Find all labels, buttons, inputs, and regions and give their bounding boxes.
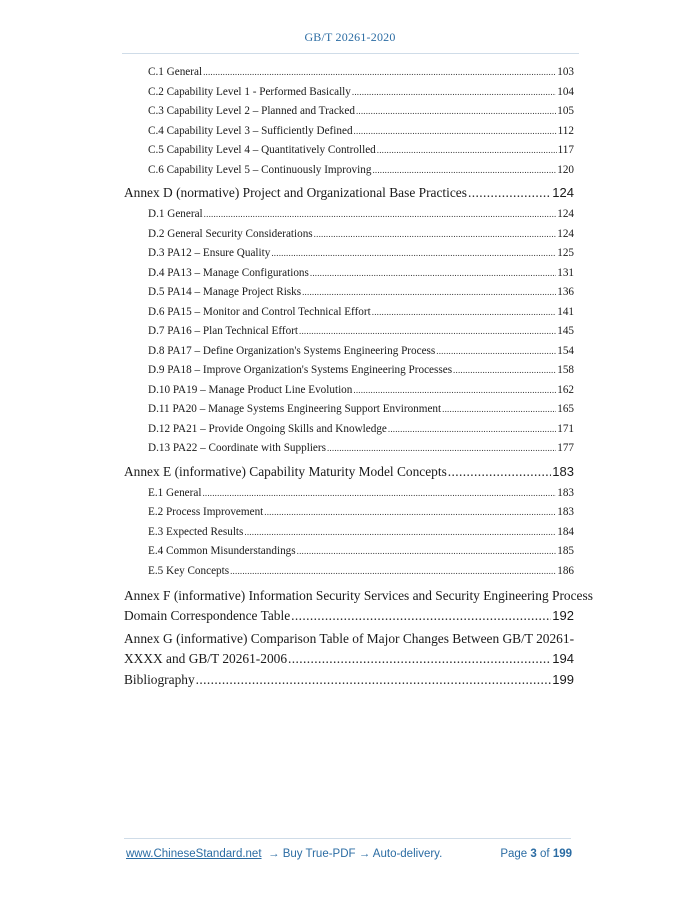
toc-entry-section[interactable] (124, 442, 574, 462)
dot-leader (388, 424, 556, 434)
toc-entry-title: D.11 PA20 – Manage Systems Engineering Support Environment (148, 403, 442, 415)
toc-entry-section[interactable] (124, 164, 574, 184)
toc-entry-page: 192 (552, 608, 574, 623)
toc-entry-page: 154 (557, 344, 574, 357)
toc-entry-title: C.6 Capability Level 5 – Continuously Improving (148, 163, 372, 176)
dot-leader (302, 287, 556, 297)
toc-entry-title: D.3 PA12 – Ensure Quality (148, 247, 271, 259)
toc-entry-annex[interactable] (124, 629, 574, 669)
toc-entry-page: 194 (552, 651, 574, 666)
dot-leader (204, 209, 557, 219)
toc-entry-section[interactable] (124, 286, 574, 306)
toc-entry-title: D.12 PA21 – Provide Ongoing Skills and Knowledge (148, 422, 387, 435)
toc-entry-section[interactable] (124, 267, 574, 287)
toc-entry-title: D.10 PA19 – Manage Product Line Evolution (148, 383, 353, 396)
toc-entry-page: 112 (557, 124, 574, 137)
dot-leader (353, 385, 556, 395)
dot-leader (310, 268, 556, 278)
toc-entry-title: C.4 Capability Level 3 – Sufficiently Defined (148, 124, 353, 137)
dot-leader (196, 672, 552, 688)
toc-entry-page: 145 (557, 325, 574, 337)
dot-leader (291, 606, 551, 626)
toc-entry-page: 131 (557, 266, 574, 279)
toc-entry-section[interactable] (124, 66, 574, 86)
toc-entry-page: 124 (557, 208, 574, 220)
toc-entry-title-line1: Annex G (informative) Comparison Table of Major Changes Between GB/T 20261- (124, 631, 575, 646)
dot-leader (264, 507, 556, 517)
toc-entry-page: 120 (557, 163, 574, 176)
dot-leader (297, 546, 557, 556)
toc-entry-page: 104 (557, 85, 574, 98)
toc-entry-page: 124 (557, 227, 574, 240)
toc-entry-title: D.4 PA13 – Manage Configurations (148, 266, 309, 279)
header-divider (122, 53, 579, 54)
toc-entry-title: Annex E (informative) Capability Maturity Model Concepts (124, 463, 447, 479)
toc-entry-title: D.7 PA16 – Plan Technical Effort (148, 325, 299, 337)
toc-entry-page: 136 (557, 286, 574, 298)
dot-leader (468, 185, 551, 201)
dot-leader (377, 145, 557, 155)
toc-entry-page: 171 (557, 422, 574, 435)
toc-entry-title: D.8 PA17 – Define Organization's Systems Engineering Process (148, 344, 436, 357)
page-total: 199 (552, 848, 572, 860)
toc-entry-page: 184 (557, 525, 574, 538)
toc-entry-page: 183 (557, 486, 574, 499)
toc-entry-title-line1: Annex F (informative) Information Security Services and Security Engineering Process (124, 588, 593, 603)
dot-leader (299, 326, 556, 336)
dot-leader (442, 404, 556, 414)
page-footer (126, 848, 572, 864)
toc-entry-page: 177 (557, 442, 574, 454)
toc-entry-section[interactable] (124, 247, 574, 267)
toc-entry-title: D.9 PA18 – Improve Organization's Systems Engineering Processes (148, 364, 453, 376)
dot-leader (202, 488, 556, 498)
toc-entry-section[interactable] (124, 86, 574, 106)
page-current: 3 (530, 848, 537, 860)
toc-entry-section[interactable] (124, 208, 574, 228)
toc-entry-page: 103 (557, 66, 574, 78)
toc-entry-annex[interactable] (124, 586, 593, 626)
toc-entry-title: C.1 General (148, 66, 203, 78)
toc-entry-section[interactable] (124, 384, 574, 404)
page-of-label: of (540, 848, 550, 860)
toc-entry-section[interactable] (124, 487, 574, 507)
dot-leader (354, 126, 557, 136)
toc-entry-title: D.1 General (148, 208, 203, 220)
toc-entry-title: C.5 Capability Level 4 – Quantitatively Controlled (148, 144, 376, 156)
toc-entry-section[interactable] (124, 506, 574, 526)
toc-entry-title: D.5 PA14 – Manage Project Risks (148, 286, 302, 298)
toc-entry-title-line2: XXXX and GB/T 20261-2006 (124, 651, 288, 666)
dot-leader (288, 649, 551, 669)
toc-entry-page: 183 (552, 463, 574, 479)
dot-leader (436, 346, 556, 356)
toc-entry-section[interactable] (124, 565, 574, 585)
toc-entry-page: 117 (557, 144, 574, 156)
toc-entry-title: E.1 General (148, 486, 202, 499)
toc-entry-annex[interactable] (124, 185, 574, 205)
page-indicator (500, 848, 572, 860)
toc-entry-title: C.3 Capability Level 2 – Planned and Tracked (148, 105, 355, 117)
toc-entry-section[interactable] (124, 364, 574, 384)
toc-entry-title: E.3 Expected Results (148, 525, 244, 538)
table-of-contents (124, 66, 593, 695)
toc-entry-title: C.2 Capability Level 1 - Performed Basically (148, 85, 351, 98)
dot-leader (352, 87, 556, 97)
dot-leader (314, 229, 557, 239)
toc-entry-page: 199 (552, 672, 574, 687)
purchase-promo: → Buy True-PDF → Auto-delivery. (268, 848, 443, 860)
toc-entry-page: 186 (557, 564, 574, 577)
toc-entry-title: D.13 PA22 – Coordinate with Suppliers (148, 442, 326, 454)
footer-divider (124, 838, 571, 839)
toc-entry-section[interactable] (124, 526, 574, 546)
toc-entry-title: E.4 Common Misunderstandings (148, 545, 296, 557)
toc-entry-page: 141 (557, 305, 574, 318)
dot-leader (327, 443, 556, 453)
toc-entry-section[interactable] (124, 125, 574, 145)
toc-entry-section[interactable] (124, 144, 574, 164)
page-header: GB/T 20261-2020 (304, 30, 396, 44)
toc-entry-section[interactable] (124, 423, 574, 443)
toc-entry-section[interactable] (124, 345, 574, 365)
toc-entry-section[interactable] (124, 545, 574, 565)
toc-entry-annex[interactable] (124, 464, 574, 484)
toc-entry-title: D.6 PA15 – Monitor and Control Technical Effort (148, 305, 371, 318)
toc-entry-page: 125 (557, 247, 574, 259)
page-label: Page (500, 848, 528, 860)
toc-entry-page: 162 (557, 383, 574, 396)
toc-entry-title: E.5 Key Concepts (148, 564, 230, 577)
toc-entry-title: D.2 General Security Considerations (148, 227, 313, 240)
toc-entry-page: 183 (557, 506, 574, 518)
dot-leader (372, 165, 556, 175)
toc-entry-section[interactable] (124, 403, 574, 423)
dot-leader (230, 566, 556, 576)
toc-entry-section[interactable] (124, 228, 574, 248)
dot-leader (372, 307, 556, 317)
dot-leader (448, 464, 552, 480)
dot-leader (244, 527, 556, 537)
dot-leader (271, 248, 556, 258)
toc-entry-title: Annex D (normative) Project and Organizational Base Practices (124, 185, 467, 200)
toc-entry-title-line2: Domain Correspondence Table (124, 608, 291, 623)
site-link[interactable]: www.ChineseStandard.net (126, 848, 262, 860)
toc-entry-title: Bibliography (124, 672, 195, 687)
dot-leader (453, 365, 556, 375)
toc-entry-title: E.2 Process Improvement (148, 506, 264, 518)
toc-entry-page: 165 (557, 403, 574, 415)
toc-entry-page: 124 (552, 185, 574, 200)
toc-entry-section[interactable] (124, 325, 574, 345)
toc-entry-annex[interactable] (124, 672, 574, 692)
toc-entry-page: 105 (557, 105, 574, 117)
toc-entry-page: 158 (557, 364, 574, 376)
toc-entry-section[interactable] (124, 306, 574, 326)
dot-leader (203, 67, 556, 77)
toc-entry-page: 185 (557, 545, 574, 557)
toc-entry-section[interactable] (124, 105, 574, 125)
dot-leader (356, 106, 556, 116)
